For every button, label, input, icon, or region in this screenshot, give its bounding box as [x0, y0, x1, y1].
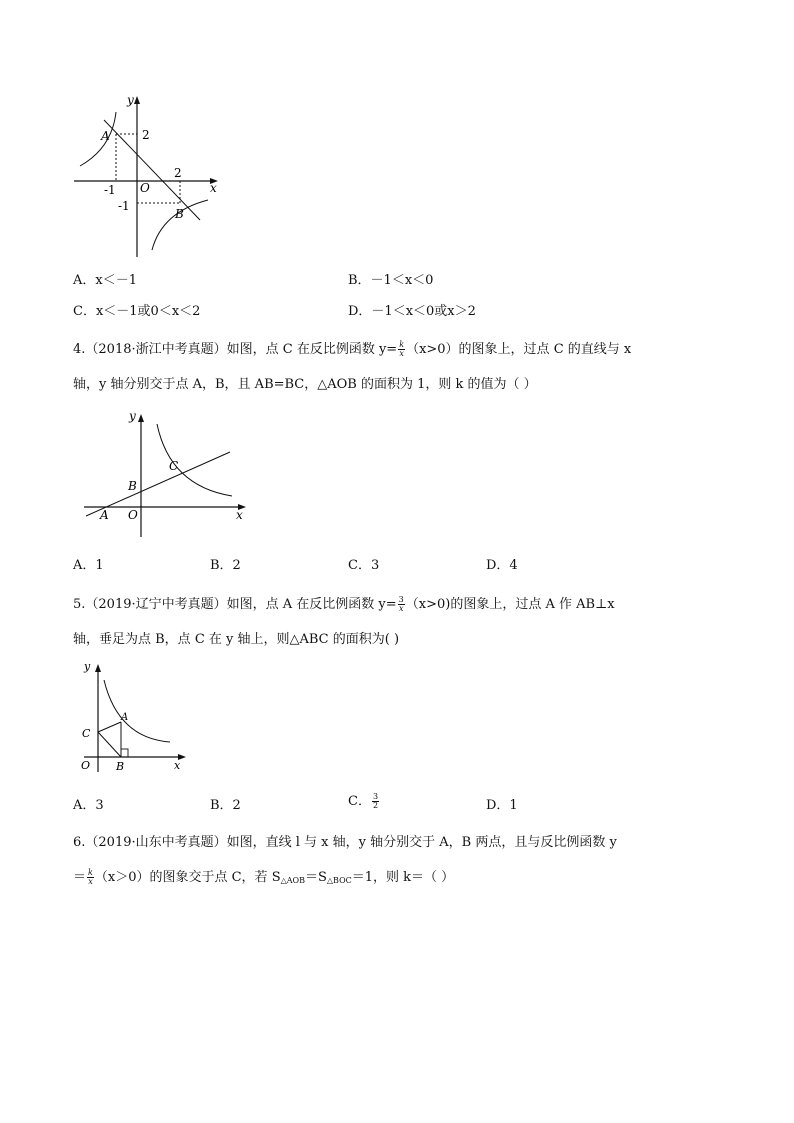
- q3-option-d: D．－1＜x＜0或x＞2: [348, 304, 476, 319]
- axis-label-x: x: [174, 759, 181, 772]
- q6-text-eq: ＝S: [304, 870, 327, 885]
- axis-label-y: y: [129, 409, 136, 423]
- q3-option-b: B．－1＜x＜0: [348, 273, 434, 288]
- q4-option-c: C．3: [348, 558, 380, 573]
- q3-option-a: A．x＜－1: [73, 273, 137, 288]
- figure-q5-graph: [76, 656, 191, 776]
- q6-subscript-boc: △BOC: [326, 876, 352, 885]
- point-label-a: A: [121, 712, 129, 723]
- origin-label: O: [128, 508, 138, 522]
- axis-label-y: y: [127, 93, 134, 107]
- q5-option-c-num: 3: [372, 792, 379, 801]
- q4-fraction: [398, 341, 405, 358]
- q4-frac-den: x: [399, 349, 404, 358]
- q6-frac-num: k: [88, 868, 93, 877]
- q5-option-d: D．1: [486, 798, 518, 813]
- q6-frac-den: x: [88, 877, 93, 886]
- point-label-b: B: [175, 207, 184, 221]
- q3-option-c: C．x＜－1或0＜x＜2: [73, 304, 201, 319]
- q6-text-pre: ＝: [73, 870, 87, 885]
- q5-option-c-fraction: [372, 793, 379, 810]
- point-label-b: B: [128, 479, 137, 493]
- q5-frac-num: 3: [398, 595, 404, 604]
- origin-label: O: [81, 759, 91, 772]
- q6-question-line2: [73, 869, 454, 889]
- q4-option-d: D．4: [486, 558, 518, 573]
- q5-fraction: [398, 596, 405, 613]
- figure-q3-graph: [60, 90, 230, 260]
- tick-label-y-neg1: -1: [118, 199, 130, 213]
- q6-text-post: ＝1，则 k＝（ ）: [351, 870, 455, 885]
- q5-option-a: A．3: [73, 798, 104, 813]
- q5-question-line1: [73, 596, 615, 613]
- tick-label-y-2: 2: [142, 128, 150, 142]
- origin-label: O: [140, 181, 150, 195]
- q6-fraction: [87, 869, 94, 886]
- point-label-a: A: [101, 129, 110, 143]
- q5-option-c: [348, 793, 380, 810]
- point-label-c: C: [169, 459, 179, 473]
- q4-question-line1: [73, 341, 631, 358]
- point-label-b: B: [116, 760, 125, 773]
- q4-text-post: （x>0）的图象上，过点 C 的直线与 x: [406, 342, 632, 357]
- tick-label-x-2: 2: [174, 166, 182, 180]
- point-label-a: A: [100, 508, 109, 522]
- point-label-c: C: [82, 727, 91, 740]
- q6-text-mid: （x＞0）的图象交于点 C，若 S: [94, 870, 281, 885]
- q4-question-line2: 轴，y 轴分别交于点 A，B，且 AB=BC，△AOB 的面积为 1，则 k 的值为（ ）: [73, 377, 537, 392]
- tick-label-x-neg1: -1: [104, 183, 116, 197]
- q4-frac-num: k: [399, 340, 405, 349]
- q6-question-line1: 6.（2019·山东中考真题）如图，直线 l 与 x 轴，y 轴分别交于 A，B 两点，且与反比例函数 y: [73, 835, 617, 850]
- q4-text-pre: 4.（2018·浙江中考真题）如图，点 C 在反比例函数 y=: [73, 342, 398, 357]
- q5-text-post: （x>0)的图象上，过点 A 作 AB⊥x: [405, 597, 615, 612]
- q5-frac-den: x: [398, 604, 404, 613]
- q5-option-c-label: C．: [348, 794, 371, 809]
- axis-label-x: x: [210, 181, 217, 195]
- q5-option-c-den: 2: [372, 801, 379, 810]
- q5-question-line2: 轴，垂足为点 B，点 C 在 y 轴上，则△ABC 的面积为( ): [73, 632, 400, 647]
- q5-option-b: B．2: [210, 798, 241, 813]
- q6-subscript-aob: △AOB: [280, 876, 305, 885]
- q4-option-a: A．1: [73, 558, 104, 573]
- axis-label-y: y: [84, 660, 91, 673]
- axis-label-x: x: [236, 508, 243, 522]
- figure-q4-graph: [78, 405, 248, 540]
- q5-text-pre: 5.（2019·辽宁中考真题）如图，点 A 在反比例函数 y=: [73, 597, 397, 612]
- q4-option-b: B．2: [210, 558, 241, 573]
